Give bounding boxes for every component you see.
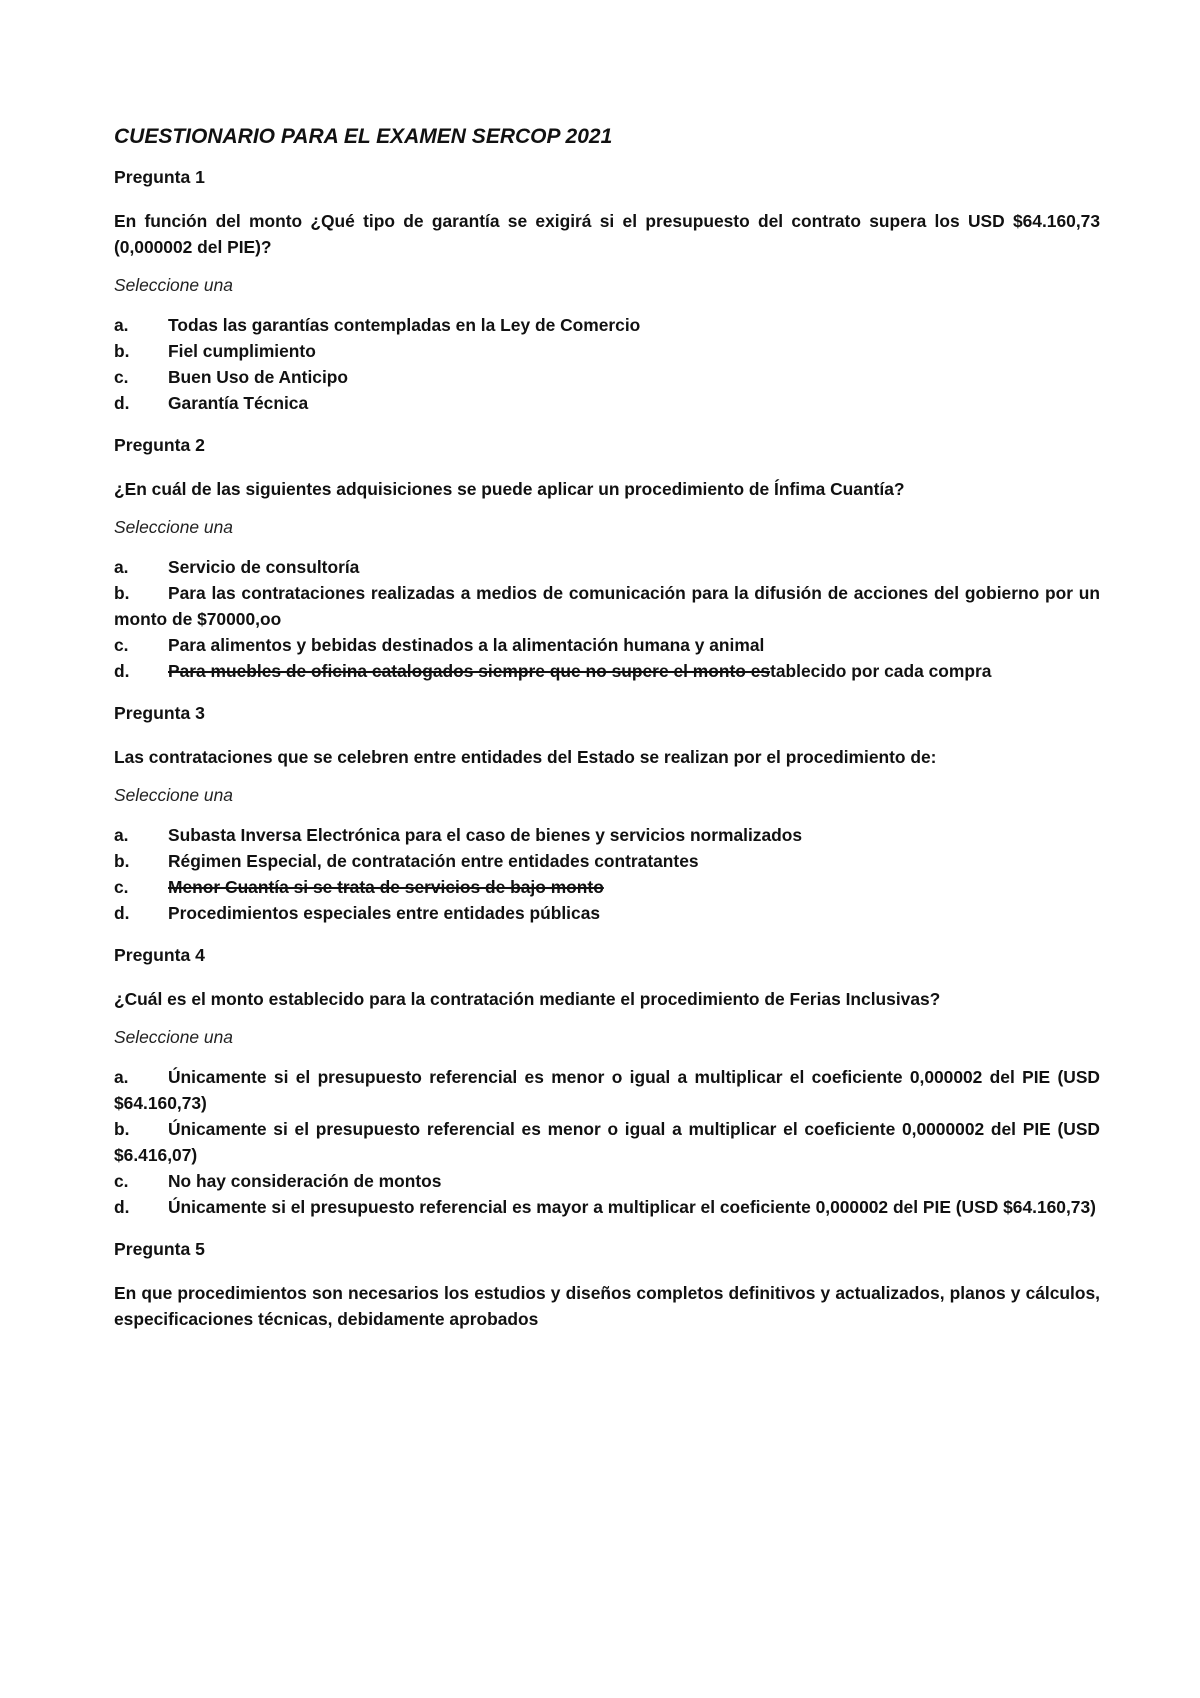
option-c[interactable]: [114, 364, 1100, 390]
option-letter: b.: [114, 583, 130, 603]
option-c[interactable]: [114, 632, 1100, 658]
option-letter: b.: [114, 1119, 130, 1139]
option-a[interactable]: [114, 1064, 1100, 1116]
options-list: [114, 312, 1100, 416]
question-heading: Pregunta 2: [114, 435, 205, 455]
question-text: En función del monto ¿Qué tipo de garantía se exigirá si el presupuesto del contrato supera los USD $64.160,73 (0,000002 del PIE)?: [114, 211, 1100, 257]
options-list: [114, 554, 1100, 684]
question-5: [114, 1236, 1100, 1332]
option-c[interactable]: [114, 1168, 1100, 1194]
option-a[interactable]: [114, 312, 1100, 338]
select-one-label: Seleccione una: [114, 785, 233, 805]
question-text: Las contrataciones que se celebren entre entidades del Estado se realizan por el procedimiento de:: [114, 747, 937, 767]
question-heading: Pregunta 1: [114, 167, 205, 187]
question-3: [114, 700, 1100, 926]
option-d[interactable]: [114, 390, 1100, 416]
option-text: Únicamente si el presupuesto referencial es mayor a multiplicar el coeficiente 0,000002 del PIE (USD $64.160,73): [168, 1197, 1096, 1217]
option-b[interactable]: [114, 580, 1100, 632]
option-letter: c.: [114, 635, 129, 655]
option-d[interactable]: [114, 900, 1100, 926]
option-letter: a.: [114, 825, 129, 845]
question-heading: Pregunta 5: [114, 1239, 205, 1259]
option-letter: c.: [114, 367, 129, 387]
option-letter: b.: [114, 341, 130, 361]
select-one-label: Seleccione una: [114, 275, 233, 295]
question-text: En que procedimientos son necesarios los estudios y diseños completos definitivos y actualizados, planos y cálculos, especificaciones técnicas, debidamente aprobados: [114, 1283, 1100, 1329]
option-b[interactable]: [114, 848, 1100, 874]
question-2: [114, 432, 1100, 684]
option-text: Menor Cuantía si se trata de servicios de bajo monto: [168, 877, 604, 897]
option-a[interactable]: [114, 554, 1100, 580]
option-text: Garantía Técnica: [168, 393, 309, 413]
question-heading: Pregunta 3: [114, 703, 205, 723]
option-text: Régimen Especial, de contratación entre entidades contratantes: [168, 851, 699, 871]
document-body: [114, 122, 1100, 1344]
option-text: Todas las garantías contempladas en la Ley de Comercio: [168, 315, 641, 335]
option-letter: c.: [114, 1171, 129, 1191]
option-b[interactable]: [114, 338, 1100, 364]
option-text: No hay consideración de montos: [168, 1171, 442, 1191]
select-one-label: Seleccione una: [114, 517, 233, 537]
option-letter: b.: [114, 851, 130, 871]
option-d[interactable]: [114, 1194, 1100, 1220]
option-text: Procedimientos especiales entre entidades públicas: [168, 903, 601, 923]
question-heading: Pregunta 4: [114, 945, 205, 965]
option-letter: a.: [114, 315, 129, 335]
option-text: Buen Uso de Anticipo: [168, 367, 349, 387]
document-title: CUESTIONARIO PARA EL EXAMEN SERCOP 2021: [114, 125, 613, 148]
option-letter: d.: [114, 1197, 130, 1217]
option-text: Únicamente si el presupuesto referencial es menor o igual a multiplicar el coeficiente 0,0000002 del PIE (USD $6.416,07): [114, 1119, 1100, 1165]
option-text: [168, 658, 1100, 684]
option-text: Fiel cumplimiento: [168, 341, 316, 361]
option-c[interactable]: [114, 874, 1100, 900]
option-letter: d.: [114, 903, 130, 923]
option-a[interactable]: [114, 822, 1100, 848]
struck-text: Para muebles de oficina catalogados siempre que no supere el monto es: [168, 661, 771, 681]
options-list: [114, 822, 1100, 926]
question-1: [114, 164, 1100, 416]
option-text: Servicio de consultoría: [168, 557, 360, 577]
option-text: Para las contrataciones realizadas a medios de comunicación para la difusión de acciones del gobierno por un monto de $70000,oo: [114, 583, 1100, 629]
option-letter: a.: [114, 557, 129, 577]
option-d[interactable]: [114, 658, 1100, 684]
option-text: Subasta Inversa Electrónica para el caso de bienes y servicios normalizados: [168, 825, 803, 845]
option-letter: c.: [114, 877, 129, 897]
question-4: [114, 942, 1100, 1220]
option-letter: d.: [114, 393, 130, 413]
question-text: ¿Cuál es el monto establecido para la contratación mediante el procedimiento de Ferias Inclusivas?: [114, 989, 941, 1009]
option-text: Únicamente si el presupuesto referencial es menor o igual a multiplicar el coeficiente 0,000002 del PIE (USD $64.160,73): [114, 1067, 1100, 1113]
option-text: Para alimentos y bebidas destinados a la alimentación humana y animal: [168, 635, 765, 655]
options-list: [114, 1064, 1100, 1220]
question-text: ¿En cuál de las siguientes adquisiciones se puede aplicar un procedimiento de Ínfima Cuantía?: [114, 479, 905, 499]
option-letter: d.: [114, 661, 130, 681]
select-one-label: Seleccione una: [114, 1027, 233, 1047]
option-text-rest: tablecido por cada compra: [770, 661, 992, 681]
option-b[interactable]: [114, 1116, 1100, 1168]
option-letter: a.: [114, 1067, 129, 1087]
